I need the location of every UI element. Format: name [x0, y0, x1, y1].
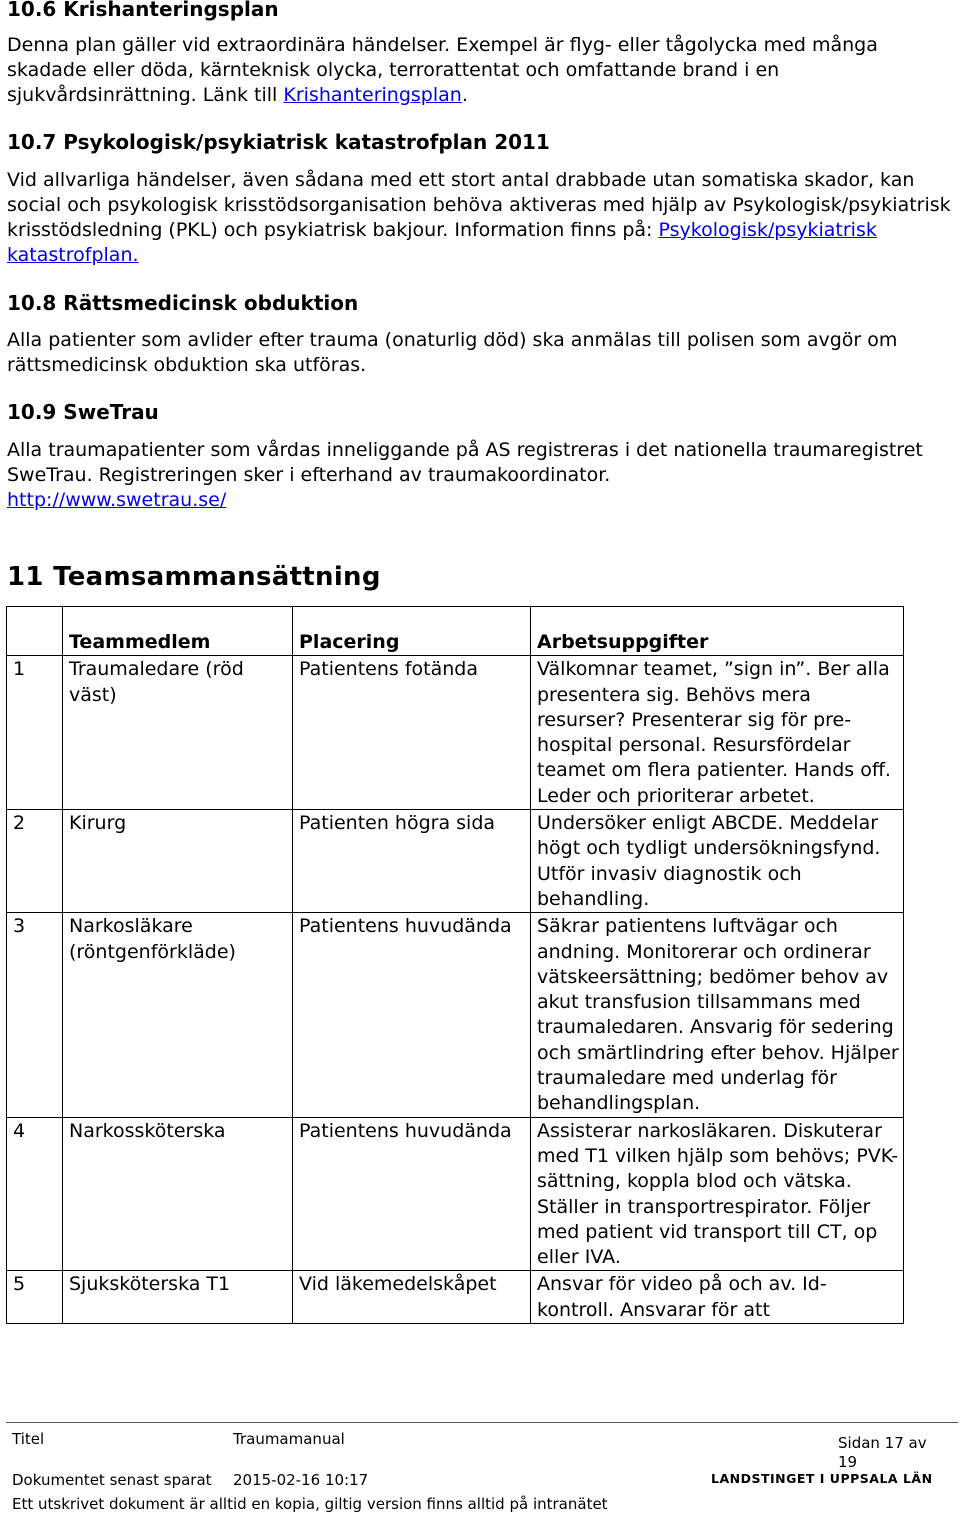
footer-saved-value: 2015-02-16 10:17 — [233, 1471, 369, 1489]
row-number: 1 — [7, 656, 63, 810]
row-placement: Patientens huvudända — [293, 1117, 531, 1271]
row-tasks: Ansvar för video på och av. Id-kontroll. Ansvarar för att — [531, 1271, 904, 1324]
paragraph-10-9 — [7, 438, 952, 513]
heading-11: 11 Teamsammansättning — [7, 562, 381, 592]
row-number: 3 — [7, 913, 63, 1117]
footer-title-label: Titel — [12, 1430, 45, 1448]
paragraph-10-6-end: . — [461, 84, 468, 106]
row-placement: Patientens huvudända — [293, 913, 531, 1117]
footer-saved-label: Dokumentet senast sparat — [12, 1471, 212, 1489]
row-placement: Vid läkemedelskåpet — [293, 1271, 531, 1324]
row-member: Traumaledare (röd väst) — [63, 656, 293, 810]
footer-divider — [6, 1422, 958, 1423]
row-number: 2 — [7, 810, 63, 913]
row-tasks: Assisterar narkosläkaren. Diskuterar med T1 vilken hjälp som behövs; PVK-sättning, koppla blod och vätska. Ställer in transportrespirator. Följer med patient vid transport till CT, op eller IVA. — [531, 1117, 904, 1271]
table-row — [7, 1271, 904, 1324]
table-row — [7, 656, 904, 810]
row-number: 4 — [7, 1117, 63, 1271]
paragraph-10-6-text: Denna plan gäller vid extraordinära händelser. Exempel är flyg- eller tågolycka med många skadade eller döda, kärnteknisk olycka, terrorattentat och omfattande brand i en sjukvårdsinrättning. Länk till — [7, 34, 878, 106]
heading-10-8: 10.8 Rättsmedicinsk obduktion — [7, 291, 359, 315]
header-placement: Placering — [293, 607, 531, 656]
row-tasks: Undersöker enligt ABCDE. Meddelar högt och tydligt undersökningsfynd. Utför invasiv diagnostik och behandling. — [531, 810, 904, 913]
header-member: Teammedlem — [63, 607, 293, 656]
team-table — [6, 606, 904, 1324]
row-member: Sjuksköterska T1 — [63, 1271, 293, 1324]
row-tasks: Säkrar patientens luftvägar och andning. Monitorerar och ordinerar vätskeersättning; bedömer behov av akut transfusion tillsammans med traumaledaren. Ansvarig för sedering och smärtlindring efter behov. Hjälper traumaledare med underlag för behandlingsplan. — [531, 913, 904, 1117]
paragraph-10-7 — [7, 168, 952, 268]
table-row — [7, 1117, 904, 1271]
footer-page-number: Sidan 17 av 19 — [838, 1434, 927, 1471]
row-placement: Patientens fotända — [293, 656, 531, 810]
swetrau-link[interactable]: http://www.swetrau.se/ — [7, 489, 227, 511]
table-row — [7, 913, 904, 1117]
table-row — [7, 810, 904, 913]
paragraph-10-8: Alla patienter som avlider efter trauma (onaturlig död) ska anmälas till polisen som avgör om rättsmedicinsk obduktion ska utföras. — [7, 329, 898, 376]
row-member: Kirurg — [63, 810, 293, 913]
paragraph-10-6 — [7, 33, 952, 108]
heading-10-6: 10.6 Krishanteringsplan — [7, 0, 279, 21]
row-number: 5 — [7, 1271, 63, 1324]
footer-disclaimer: Ett utskrivet dokument är alltid en kopia, giltig version finns alltid på intranätet — [12, 1495, 608, 1513]
row-tasks: Välkomnar teamet, ”sign in”. Ber alla presentera sig. Behövs mera resurser? Presenterar sig för pre-hospital personal. Resursfördelar teamet om flera patienter. Hands off. Leder och prioriterar arbetet. — [531, 656, 904, 810]
row-placement: Patienten högra sida — [293, 810, 531, 913]
krishanteringsplan-link[interactable]: Krishanteringsplan — [283, 84, 462, 106]
table-header-row — [7, 607, 904, 656]
katastrofplan-link[interactable]: Psykologisk/psykiatrisk katastrofplan. — [7, 219, 877, 266]
footer-title-value: Traumamanual — [233, 1430, 345, 1448]
row-member: Narkossköterska — [63, 1117, 293, 1271]
header-number — [7, 607, 63, 656]
heading-10-7: 10.7 Psykologisk/psykiatrisk katastrofplan 2011 — [7, 130, 550, 154]
heading-10-9: 10.9 SweTrau — [7, 400, 159, 424]
footer-organization: LANDSTINGET I UPPSALA LÄN — [711, 1471, 933, 1486]
row-member: Narkosläkare (röntgenförkläde) — [63, 913, 293, 1117]
header-tasks: Arbetsuppgifter — [531, 607, 904, 656]
paragraph-10-9-text: Alla traumapatienter som vårdas inneliggande på AS registreras i det nationella traumaregistret SweTrau. Registreringen sker i efterhand av traumakoordinator. — [7, 439, 923, 486]
paragraph-10-7-text: Vid allvarliga händelser, även sådana med ett stort antal drabbade utan somatiska skador, kan social och psykologisk krisstödsorganisation behöva aktiveras med hjälp av Psykologisk/psykiatrisk krisstödsledning (PKL) och psykiatrisk bakjour. Information finns på: — [7, 169, 951, 241]
